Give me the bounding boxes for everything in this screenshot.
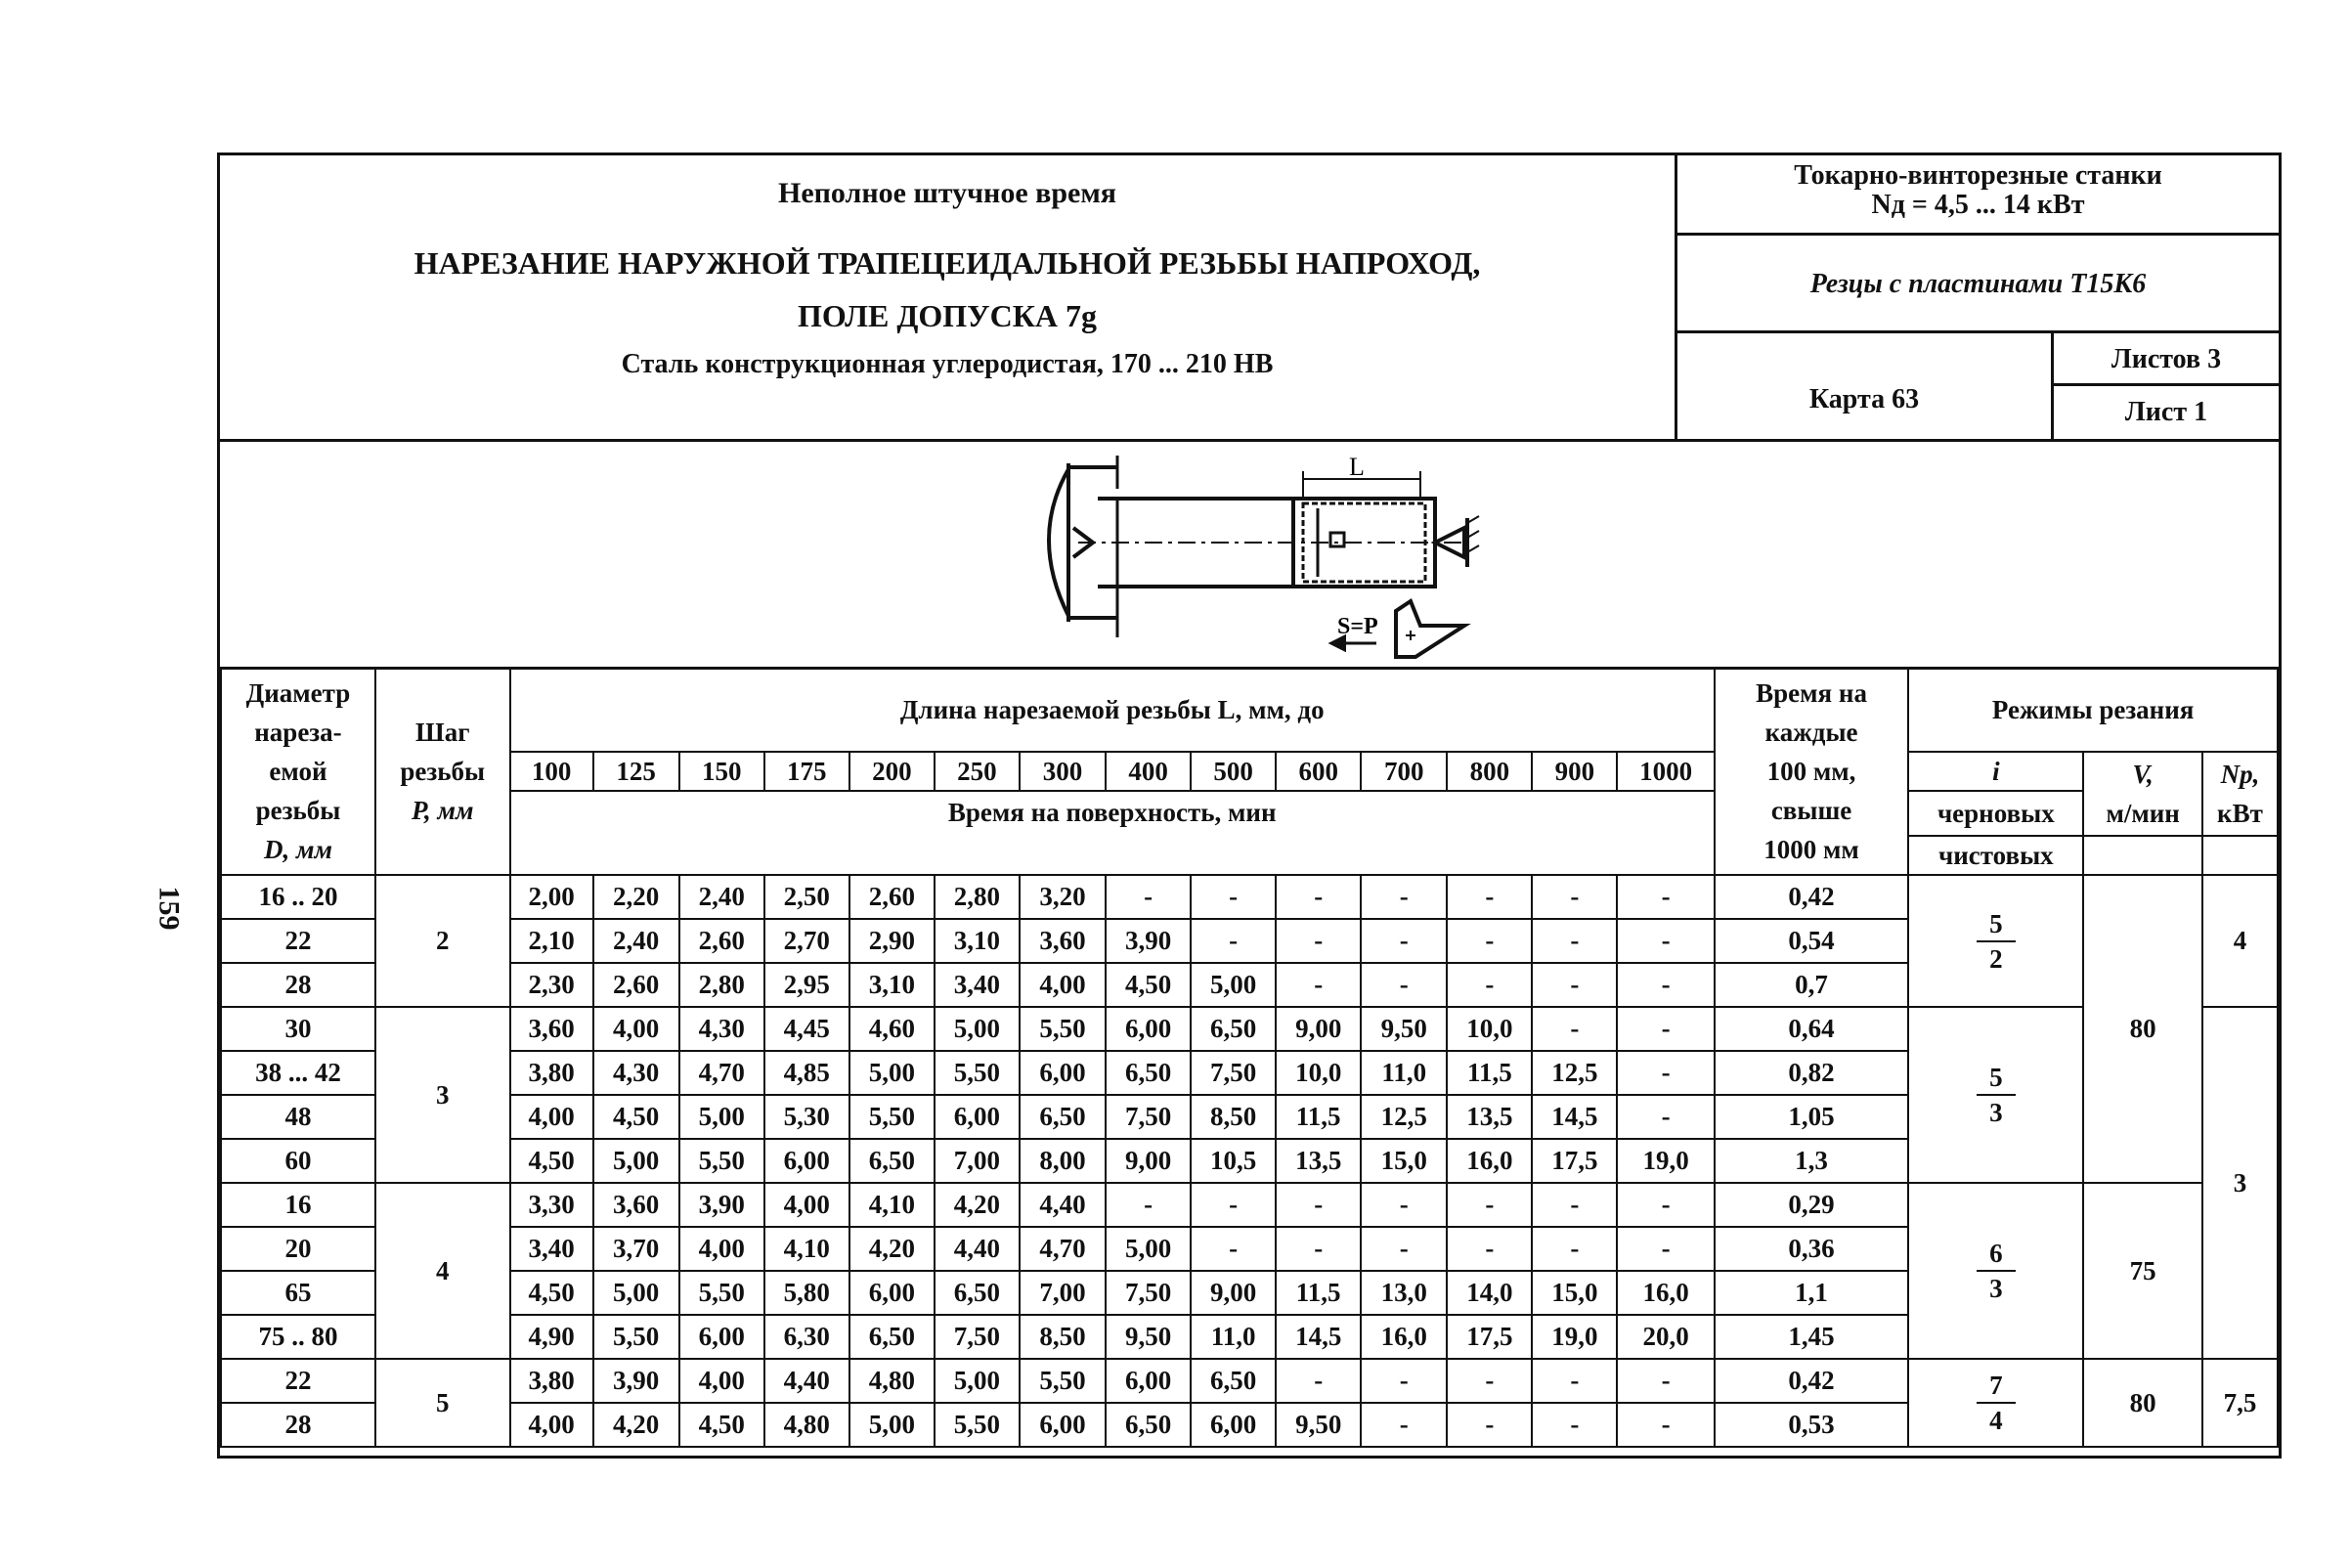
power-cell: 7,5: [2202, 1359, 2278, 1447]
passes-fraction: [1977, 1369, 2016, 1437]
time-cell: 20,0: [1617, 1315, 1714, 1359]
time-cell: 5,00: [849, 1403, 935, 1447]
time-cell: 4,45: [764, 1007, 849, 1051]
time-cell: 4,00: [510, 1403, 593, 1447]
time-cell: 4,20: [593, 1403, 679, 1447]
time-cell: 2,90: [849, 919, 935, 963]
time-cell: 2,40: [679, 875, 764, 919]
diameter-cell: 38 ... 42: [221, 1051, 375, 1095]
length-150: 150: [679, 752, 764, 791]
time-cell: 7,00: [1020, 1271, 1106, 1315]
tools-label: Резцы с пластинами Т15К6: [1677, 236, 2279, 333]
time-cell: 9,50: [1276, 1403, 1361, 1447]
time-cell: 4,50: [593, 1095, 679, 1139]
passes-fraction: [1977, 1237, 2016, 1305]
time-cell: 4,80: [764, 1403, 849, 1447]
length-header: Длина нарезаемой резьбы L, мм, до: [510, 668, 1715, 752]
time-cell: 11,5: [1276, 1271, 1361, 1315]
diagram-label-l: L: [1349, 453, 1365, 481]
machine-line-1: Токарно-винторезные станки: [1794, 160, 2162, 191]
time-cell: 6,50: [1191, 1007, 1276, 1051]
time-cell: 5,50: [593, 1315, 679, 1359]
time-cell: 3,90: [1106, 919, 1191, 963]
time-cell: 6,00: [764, 1139, 849, 1183]
pitch-cell: 5: [375, 1359, 510, 1447]
time-cell: -: [1617, 1051, 1714, 1095]
time-cell: 5,50: [1020, 1359, 1106, 1403]
time-cell: -: [1276, 875, 1361, 919]
length-100: 100: [510, 752, 593, 791]
table-row: [221, 1183, 2278, 1227]
time-cell: 16,0: [1617, 1271, 1714, 1315]
time-cell: 4,50: [1106, 963, 1191, 1007]
time-cell: 16,0: [1447, 1139, 1532, 1183]
time-cell: 19,0: [1617, 1139, 1714, 1183]
time-cell: 2,60: [593, 963, 679, 1007]
time-cell: 5,50: [679, 1271, 764, 1315]
time-cell: 2,70: [764, 919, 849, 963]
time-cell: 6,50: [849, 1315, 935, 1359]
time-cell: 4,60: [849, 1007, 935, 1051]
time-cell: 6,00: [679, 1315, 764, 1359]
time-cell: 3,80: [510, 1051, 593, 1095]
material-line: Сталь конструкционная углеродистая, 170 ... 210 НВ: [621, 349, 1274, 379]
time-cell: -: [1532, 1227, 1617, 1271]
time-cell: 11,0: [1191, 1315, 1276, 1359]
speed-cell: 80: [2083, 875, 2201, 1183]
extra-time-cell: 0,42: [1715, 875, 1908, 919]
time-cell: 16,0: [1361, 1315, 1447, 1359]
time-cell: 4,85: [764, 1051, 849, 1095]
power-cell: 3: [2202, 1007, 2278, 1359]
time-cell: 6,00: [1020, 1051, 1106, 1095]
time-cell: 4,10: [764, 1227, 849, 1271]
time-cell: 13,5: [1276, 1139, 1361, 1183]
extra-time-cell: 0,53: [1715, 1403, 1908, 1447]
page-number: 159: [152, 886, 186, 931]
time-cell: -: [1361, 1227, 1447, 1271]
time-cell: 6,50: [1191, 1359, 1276, 1403]
time-cell: 17,5: [1447, 1315, 1532, 1359]
time-cell: 6,50: [1020, 1095, 1106, 1139]
time-cell: 9,50: [1106, 1315, 1191, 1359]
surface-time-header: Время на поверхность, мин: [510, 791, 1715, 875]
time-cell: 6,50: [1106, 1051, 1191, 1095]
time-cell: -: [1447, 875, 1532, 919]
length-200: 200: [849, 752, 935, 791]
time-cell: 15,0: [1361, 1139, 1447, 1183]
pitch-cell: 4: [375, 1183, 510, 1359]
time-cell: 3,10: [849, 963, 935, 1007]
time-cell: 15,0: [1532, 1271, 1617, 1315]
time-cell: -: [1276, 1359, 1361, 1403]
time-cell: 4,00: [679, 1359, 764, 1403]
rough-passes-value: 5: [1977, 907, 2016, 942]
time-cell: 9,00: [1106, 1139, 1191, 1183]
time-cell: -: [1447, 1183, 1532, 1227]
diagram-label-feed: S=P: [1337, 614, 1378, 639]
pitch-cell: 3: [375, 1007, 510, 1183]
rough-passes-header: черновых: [1908, 791, 2083, 836]
time-cell: 4,00: [510, 1095, 593, 1139]
speed-header: V, м/мин: [2083, 752, 2201, 836]
diameter-cell: 75 .. 80: [221, 1315, 375, 1359]
time-cell: -: [1191, 1227, 1276, 1271]
time-cell: -: [1447, 1403, 1532, 1447]
diameter-cell: 30: [221, 1007, 375, 1051]
length-500: 500: [1191, 752, 1276, 791]
time-cell: 14,5: [1276, 1315, 1361, 1359]
diameter-cell: 60: [221, 1139, 375, 1183]
diameter-cell: 28: [221, 963, 375, 1007]
power-header: Nр, кВт: [2202, 752, 2278, 836]
time-cell: 5,00: [935, 1007, 1020, 1051]
length-900: 900: [1532, 752, 1617, 791]
time-cell: -: [1447, 919, 1532, 963]
time-cell: 2,50: [764, 875, 849, 919]
pitch-header: Шаг резьбы P, мм: [375, 668, 510, 875]
time-cell: 2,30: [510, 963, 593, 1007]
time-cell: 2,80: [679, 963, 764, 1007]
time-cell: 6,00: [1191, 1403, 1276, 1447]
time-cell: 6,00: [849, 1271, 935, 1315]
passes-cell: [1908, 875, 2083, 1007]
diameter-cell: 65: [221, 1271, 375, 1315]
time-cell: 6,00: [1020, 1403, 1106, 1447]
rough-passes-value: 5: [1977, 1061, 2016, 1096]
extra-time-cell: 0,54: [1715, 919, 1908, 963]
title-line-3: ПОЛЕ ДОПУСКА 7g: [797, 298, 1098, 333]
table-body: [221, 875, 2278, 1447]
turning-setup-diagram: [1010, 450, 1518, 663]
power-cell: 4: [2202, 875, 2278, 1007]
pitch-cell: 2: [375, 875, 510, 1007]
time-cell: 3,60: [1020, 919, 1106, 963]
title-line-2: НАРЕЗАНИЕ НАРУЖНОЙ ТРАПЕЦЕИДАЛЬНОЙ РЕЗЬБЫ НАПРОХОД,: [413, 245, 1481, 281]
diameter-cell: 20: [221, 1227, 375, 1271]
length-800: 800: [1447, 752, 1532, 791]
sheets-total: Листов 3: [2054, 333, 2279, 386]
diameter-cell: 28: [221, 1403, 375, 1447]
time-cell: 2,60: [679, 919, 764, 963]
time-cell: -: [1191, 919, 1276, 963]
title-line-1: Неполное штучное время: [777, 177, 1117, 209]
diameter-header: Диаметр нареза- емой резьбы D, мм: [221, 668, 375, 875]
time-cell: -: [1361, 1403, 1447, 1447]
time-cell: 4,80: [849, 1359, 935, 1403]
time-cell: -: [1106, 1183, 1191, 1227]
time-cell: 4,70: [1020, 1227, 1106, 1271]
time-cell: -: [1276, 1183, 1361, 1227]
sheet-number: Лист 1: [2124, 397, 2208, 427]
time-cell: 3,70: [593, 1227, 679, 1271]
finish-passes-value: 2: [1989, 943, 2003, 974]
time-cell: -: [1617, 1227, 1714, 1271]
extra-time-cell: 0,64: [1715, 1007, 1908, 1051]
time-cell: -: [1617, 919, 1714, 963]
time-cell: 7,50: [1106, 1095, 1191, 1139]
time-cell: 5,50: [1020, 1007, 1106, 1051]
time-cell: 2,60: [849, 875, 935, 919]
time-cell: 5,00: [1106, 1227, 1191, 1271]
time-cell: 13,0: [1361, 1271, 1447, 1315]
diameter-cell: 16: [221, 1183, 375, 1227]
passes-cell: [1908, 1007, 2083, 1183]
time-cell: 5,00: [679, 1095, 764, 1139]
time-cell: 11,5: [1276, 1095, 1361, 1139]
time-cell: 6,00: [935, 1095, 1020, 1139]
time-cell: 6,30: [764, 1315, 849, 1359]
time-cell: 4,00: [764, 1183, 849, 1227]
extra-time-cell: 1,1: [1715, 1271, 1908, 1315]
rough-passes-value: 7: [1977, 1369, 2016, 1404]
time-cell: 2,80: [935, 875, 1020, 919]
time-cell: 14,5: [1532, 1095, 1617, 1139]
table-row: [221, 1359, 2278, 1403]
length-175: 175: [764, 752, 849, 791]
time-cell: 4,50: [510, 1271, 593, 1315]
time-cell: 3,90: [679, 1183, 764, 1227]
time-cell: -: [1617, 1403, 1714, 1447]
time-cell: 4,90: [510, 1315, 593, 1359]
time-cell: 4,50: [679, 1403, 764, 1447]
time-cell: -: [1617, 963, 1714, 1007]
time-cell: 3,60: [510, 1007, 593, 1051]
passes-fraction: [1977, 1061, 2016, 1129]
length-300: 300: [1020, 752, 1106, 791]
speed-cell: 75: [2083, 1183, 2201, 1359]
diameter-cell: 22: [221, 1359, 375, 1403]
card-number: Карта 63: [1677, 333, 2054, 439]
time-cell: 3,40: [935, 963, 1020, 1007]
time-cell: 3,10: [935, 919, 1020, 963]
time-cell: 7,00: [935, 1139, 1020, 1183]
time-cell: -: [1617, 1007, 1714, 1051]
time-cell: -: [1106, 875, 1191, 919]
length-700: 700: [1361, 752, 1447, 791]
time-cell: -: [1447, 1227, 1532, 1271]
time-cell: -: [1361, 963, 1447, 1007]
time-cell: 9,00: [1191, 1271, 1276, 1315]
time-cell: -: [1191, 1183, 1276, 1227]
diagram-area: [220, 439, 2279, 670]
machine-type: [1677, 155, 2279, 236]
table-row: [221, 875, 2278, 919]
table-row: [221, 1007, 2278, 1051]
diameter-cell: 48: [221, 1095, 375, 1139]
time-cell: 4,70: [679, 1051, 764, 1095]
time-cell: 5,50: [935, 1403, 1020, 1447]
time-cell: 4,50: [510, 1139, 593, 1183]
time-cell: 4,00: [593, 1007, 679, 1051]
time-cell: 4,20: [935, 1183, 1020, 1227]
finish-passes-value: 3: [1989, 1098, 2003, 1127]
extra-time-header: Время на каждые 100 мм, свыше 1000 мм: [1715, 668, 1908, 875]
time-cell: 10,0: [1447, 1007, 1532, 1051]
extra-time-cell: 1,05: [1715, 1095, 1908, 1139]
rough-passes-value: 6: [1977, 1237, 2016, 1272]
time-cell: -: [1276, 963, 1361, 1007]
time-cell: 6,00: [1106, 1007, 1191, 1051]
machine-power: Nд = 4,5 ... 14 кВт: [1871, 190, 2085, 220]
extra-time-cell: 0,82: [1715, 1051, 1908, 1095]
time-cell: 2,20: [593, 875, 679, 919]
time-cell: 5,00: [1191, 963, 1276, 1007]
time-cell: -: [1617, 1183, 1714, 1227]
passes-cell: [1908, 1359, 2083, 1447]
time-cell: 10,5: [1191, 1139, 1276, 1183]
length-600: 600: [1276, 752, 1361, 791]
time-cell: -: [1532, 1359, 1617, 1403]
extra-time-cell: 1,45: [1715, 1315, 1908, 1359]
time-cell: 6,50: [935, 1271, 1020, 1315]
time-cell: -: [1617, 1359, 1714, 1403]
length-250: 250: [935, 752, 1020, 791]
finish-passes-value: 4: [1989, 1406, 2003, 1435]
norm-card: [217, 152, 2282, 1459]
time-cell: 9,00: [1276, 1007, 1361, 1051]
time-cell: -: [1617, 875, 1714, 919]
time-cell: 8,50: [1020, 1315, 1106, 1359]
time-cell: 12,5: [1361, 1095, 1447, 1139]
time-cell: 4,00: [679, 1227, 764, 1271]
speed-cell: 80: [2083, 1359, 2201, 1447]
passes-header: i: [1908, 752, 2083, 791]
time-cell: 5,00: [935, 1359, 1020, 1403]
time-cell: 7,50: [935, 1315, 1020, 1359]
card-info-block: [1677, 155, 2279, 439]
time-cell: 2,00: [510, 875, 593, 919]
time-cell: 8,50: [1191, 1095, 1276, 1139]
time-cell: 11,5: [1447, 1051, 1532, 1095]
time-cell: 9,50: [1361, 1007, 1447, 1051]
extra-time-cell: 0,29: [1715, 1183, 1908, 1227]
time-cell: 12,5: [1532, 1051, 1617, 1095]
diameter-cell: 16 .. 20: [221, 875, 375, 919]
time-cell: -: [1276, 1227, 1361, 1271]
time-cell: -: [1276, 919, 1361, 963]
time-cell: 3,30: [510, 1183, 593, 1227]
extra-time-cell: 1,3: [1715, 1139, 1908, 1183]
time-cell: -: [1447, 963, 1532, 1007]
time-cell: 3,80: [510, 1359, 593, 1403]
time-cell: 5,00: [849, 1051, 935, 1095]
time-cell: 17,5: [1532, 1139, 1617, 1183]
finish-passes-header: чистовых: [1908, 836, 2083, 875]
time-cell: 10,0: [1276, 1051, 1361, 1095]
finish-passes-value: 3: [1989, 1274, 2003, 1303]
time-cell: -: [1532, 1007, 1617, 1051]
time-cell: -: [1361, 875, 1447, 919]
time-cell: -: [1361, 1183, 1447, 1227]
time-cell: 5,50: [935, 1051, 1020, 1095]
time-cell: 6,50: [849, 1139, 935, 1183]
card-title-block: [220, 155, 1677, 439]
time-cell: -: [1532, 963, 1617, 1007]
time-cell: -: [1617, 1095, 1714, 1139]
time-cell: 4,20: [849, 1227, 935, 1271]
length-1000: 1000: [1617, 752, 1714, 791]
length-125: 125: [593, 752, 679, 791]
time-cell: 13,5: [1447, 1095, 1532, 1139]
time-cell: 4,40: [1020, 1183, 1106, 1227]
time-cell: 5,50: [679, 1139, 764, 1183]
time-cell: -: [1532, 1183, 1617, 1227]
time-cell: 7,50: [1106, 1271, 1191, 1315]
time-cell: -: [1447, 1359, 1532, 1403]
time-cell: 19,0: [1532, 1315, 1617, 1359]
time-cell: 3,60: [593, 1183, 679, 1227]
time-cell: -: [1361, 1359, 1447, 1403]
time-cell: 5,00: [593, 1139, 679, 1183]
time-cell: 2,10: [510, 919, 593, 963]
time-cell: 5,30: [764, 1095, 849, 1139]
diameter-cell: 22: [221, 919, 375, 963]
time-cell: 5,50: [849, 1095, 935, 1139]
time-cell: 3,90: [593, 1359, 679, 1403]
time-cell: 4,40: [764, 1359, 849, 1403]
time-cell: 8,00: [1020, 1139, 1106, 1183]
extra-time-cell: 0,7: [1715, 963, 1908, 1007]
time-cell: 4,30: [593, 1051, 679, 1095]
passes-fraction: [1977, 907, 2016, 976]
time-cell: 11,0: [1361, 1051, 1447, 1095]
extra-time-cell: 0,42: [1715, 1359, 1908, 1403]
time-cell: 14,0: [1447, 1271, 1532, 1315]
time-cell: 2,95: [764, 963, 849, 1007]
time-cell: 2,40: [593, 919, 679, 963]
extra-time-cell: 0,36: [1715, 1227, 1908, 1271]
length-400: 400: [1106, 752, 1191, 791]
time-cell: 6,00: [1106, 1359, 1191, 1403]
passes-cell: [1908, 1183, 2083, 1359]
time-cell: 7,50: [1191, 1051, 1276, 1095]
time-cell: -: [1532, 1403, 1617, 1447]
modes-header: Режимы резания: [1908, 668, 2278, 752]
time-cell: -: [1532, 875, 1617, 919]
time-cell: 4,00: [1020, 963, 1106, 1007]
time-cell: 3,40: [510, 1227, 593, 1271]
time-cell: 3,20: [1020, 875, 1106, 919]
time-cell: -: [1361, 919, 1447, 963]
time-cell: 4,10: [849, 1183, 935, 1227]
time-cell: 5,80: [764, 1271, 849, 1315]
time-cell: 4,40: [935, 1227, 1020, 1271]
time-cell: -: [1532, 919, 1617, 963]
time-cell: 6,50: [1106, 1403, 1191, 1447]
time-cell: 5,00: [593, 1271, 679, 1315]
norm-table: [220, 667, 2279, 1448]
time-cell: 4,30: [679, 1007, 764, 1051]
time-cell: -: [1191, 875, 1276, 919]
